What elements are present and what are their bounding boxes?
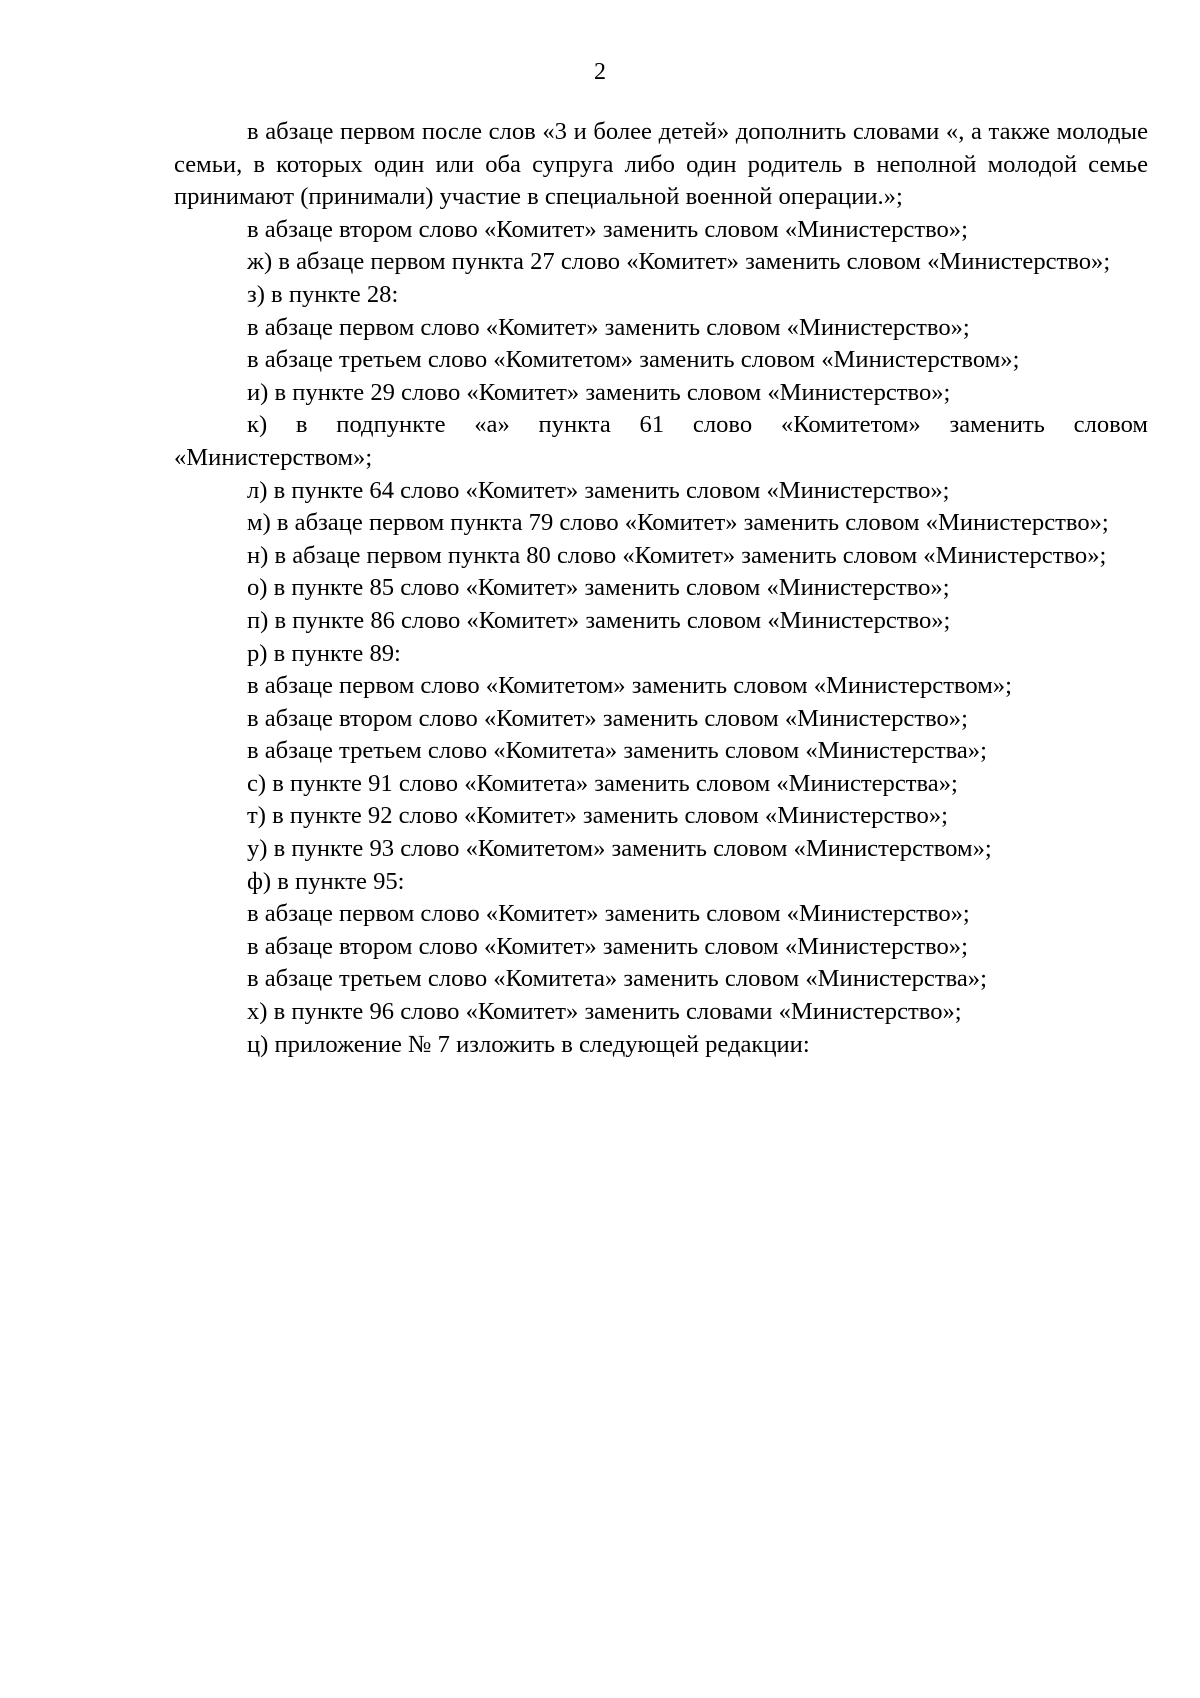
- document-body: [174, 116, 1148, 1061]
- paragraph: и) в пункте 29 слово «Комитет» заменить словом «Министерство»;: [247, 378, 951, 406]
- paragraph: в абзаце первом после слов «3 и более детей» дополнить словами «, а также молодые семьи, в которых один или оба супруга либо один родитель в неполной молодой семье принимают (принимали) участие в специальной военной операции.»;: [174, 118, 1148, 211]
- paragraph: к) в подпункте «а» пункта 61 слово «Комитетом» заменить словом «Министерством»;: [174, 411, 1148, 471]
- paragraph: о) в пункте 85 слово «Комитет» заменить словом «Министерство»;: [247, 574, 950, 602]
- paragraph: т) в пункте 92 слово «Комитет» заменить словом «Министерство»;: [247, 802, 948, 830]
- paragraph: ж) в абзаце первом пункта 27 слово «Комитет» заменить словом «Министерство»;: [247, 248, 1111, 276]
- paragraph: ц) приложение № 7 изложить в следующей редакции:: [247, 1030, 810, 1058]
- paragraph: п) в пункте 86 слово «Комитет» заменить словом «Министерство»;: [247, 606, 951, 634]
- paragraph: л) в пункте 64 слово «Комитет» заменить словом «Министерство»;: [247, 476, 950, 504]
- paragraph: в абзаце втором слово «Комитет» заменить словом «Министерство»;: [247, 215, 968, 243]
- paragraph: ф) в пункте 95:: [247, 867, 405, 895]
- paragraph: х) в пункте 96 слово «Комитет» заменить словами «Министерство»;: [247, 998, 962, 1026]
- paragraph: н) в абзаце первом пункта 80 слово «Комитет» заменить словом «Министерство»;: [247, 541, 1107, 569]
- paragraph: в абзаце третьем слово «Комитетом» заменить словом «Министерством»;: [247, 346, 1020, 374]
- paragraph: в абзаце первом слово «Комитет» заменить словом «Министерство»;: [247, 900, 970, 928]
- paragraph: з) в пункте 28:: [247, 280, 399, 308]
- paragraph: с) в пункте 91 слово «Комитета» заменить словом «Министерства»;: [247, 769, 958, 797]
- paragraph: в абзаце втором слово «Комитет» заменить словом «Министерство»;: [247, 704, 968, 732]
- paragraph: м) в абзаце первом пункта 79 слово «Комитет» заменить словом «Министерство»;: [247, 509, 1109, 537]
- paragraph: в абзаце третьем слово «Комитета» заменить словом «Министерства»;: [247, 965, 987, 993]
- paragraph: у) в пункте 93 слово «Комитетом» заменить словом «Министерством»;: [247, 835, 992, 863]
- paragraph: в абзаце первом слово «Комитетом» заменить словом «Министерством»;: [247, 672, 1012, 700]
- paragraph: в абзаце первом слово «Комитет» заменить словом «Министерство»;: [247, 313, 970, 341]
- page-number: 2: [594, 59, 606, 85]
- paragraph: в абзаце втором слово «Комитет» заменить словом «Министерство»;: [247, 932, 968, 960]
- paragraph: р) в пункте 89:: [247, 639, 401, 667]
- paragraph: в абзаце третьем слово «Комитета» заменить словом «Министерства»;: [247, 737, 987, 765]
